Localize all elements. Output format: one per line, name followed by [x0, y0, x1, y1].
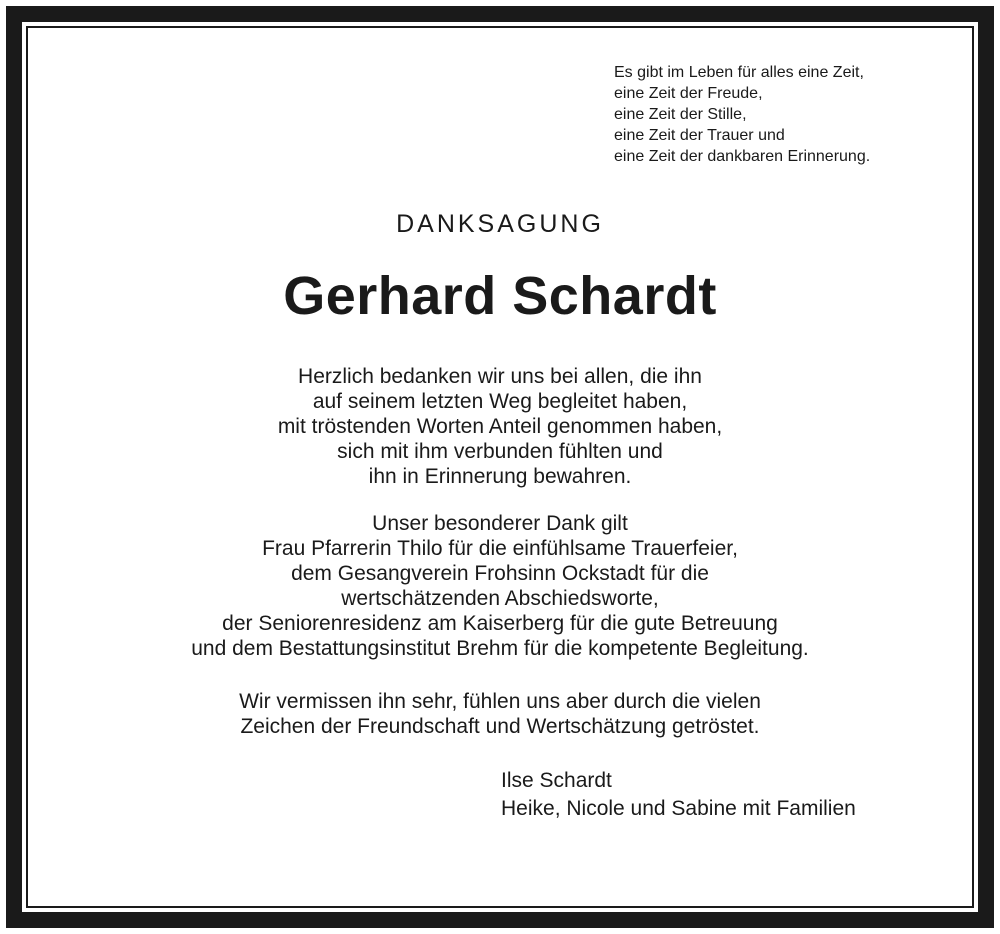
poem-line: eine Zeit der Stille,	[614, 106, 747, 123]
text-line: ihn in Erinnerung bewahren.	[368, 465, 632, 488]
notice-heading: DANKSAGUNG	[396, 210, 604, 238]
text-line: mit tröstenden Worten Anteil genommen haben,	[277, 415, 723, 438]
text-line: Wir vermissen ihn sehr, fühlen uns aber durch die vielen	[239, 690, 761, 713]
thanks-paragraph-2	[0, 511, 1000, 661]
text-line: Herzlich bedanken wir uns bei allen, die ihn	[298, 365, 702, 388]
thanks-paragraph-1	[0, 364, 1000, 489]
text-line: wertschätzenden Abschiedsworte,	[341, 587, 659, 610]
text-line: auf seinem letzten Weg begleitet haben,	[312, 390, 688, 413]
text-line: sich mit ihm verbunden fühlten und	[337, 440, 663, 463]
poem-line: Es gibt im Leben für alles eine Zeit,	[614, 64, 864, 81]
poem-line: eine Zeit der dankbaren Erinnerung.	[614, 148, 871, 165]
thanks-paragraph-3	[0, 689, 1000, 739]
text-line: dem Gesangverein Frohsinn Ockstadt für die	[291, 562, 709, 585]
text-line: Frau Pfarrerin Thilo für die einfühlsame Trauerfeier,	[262, 537, 738, 560]
text-line: der Seniorenresidenz am Kaiserberg für die gute Betreuung	[222, 612, 778, 635]
poem-line: eine Zeit der Freude,	[614, 85, 763, 102]
text-line: Zeichen der Freundschaft und Wertschätzung getröstet.	[240, 715, 760, 738]
signature-line: Ilse Schardt	[501, 769, 612, 792]
poem-block	[614, 62, 870, 167]
signature-line: Heike, Nicole und Sabine mit Familien	[501, 797, 856, 820]
signature-block	[501, 767, 856, 823]
deceased-name: Gerhard Schardt	[283, 266, 717, 326]
text-line: Unser besonderer Dank gilt	[372, 512, 628, 535]
text-line: und dem Bestattungsinstitut Brehm für die kompetente Begleitung.	[191, 637, 809, 660]
poem-line: eine Zeit der Trauer und	[614, 127, 785, 144]
